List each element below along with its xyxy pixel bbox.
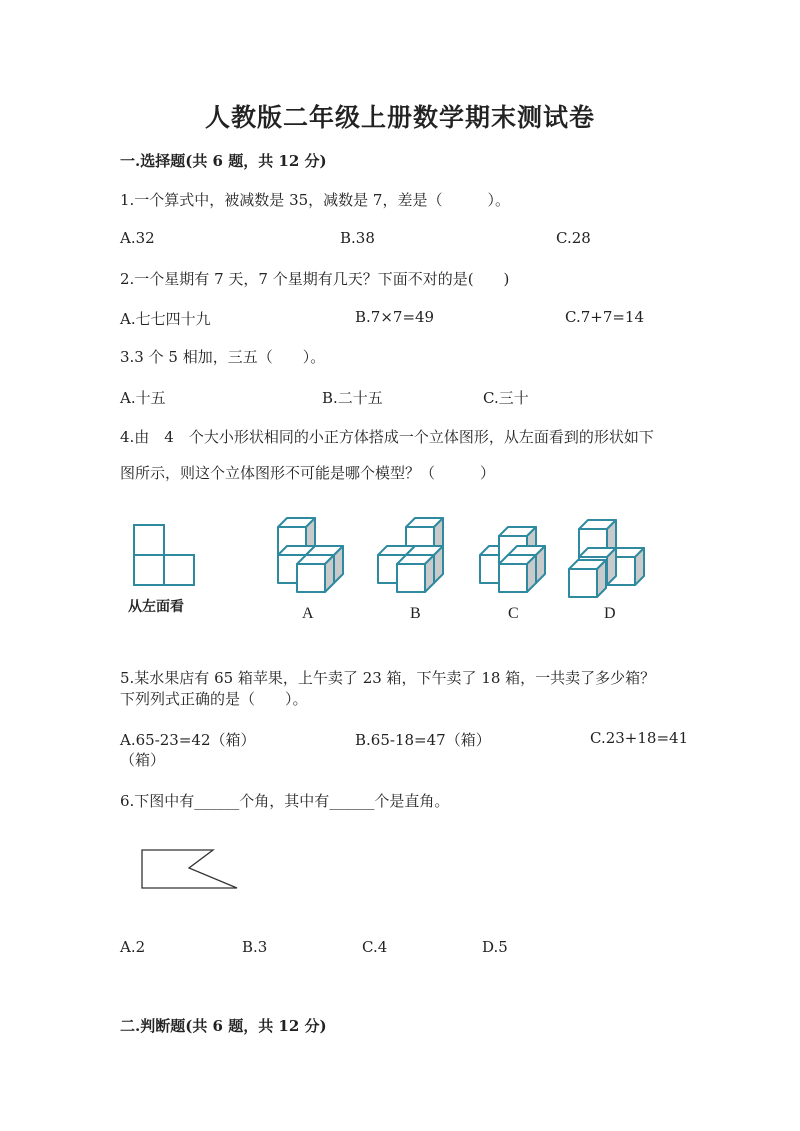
left-view-caption: 从左面看 <box>128 599 184 615</box>
model-b-label: B <box>410 605 421 622</box>
q3-option-a: A.十五 <box>120 389 166 407</box>
q5-option-a-wrap: （箱） <box>120 751 166 769</box>
q6-option-b: B.3 <box>242 938 268 956</box>
question-4-line-2: 图所示，则这个立体图形不可能是哪个模型？（ ） <box>120 464 496 482</box>
model-d-label: D <box>604 605 616 622</box>
q6-option-a: A.2 <box>120 938 146 956</box>
page-title: 人教版二年级上册数学期末测试卷 <box>204 103 595 132</box>
q1-option-b: B.38 <box>340 229 375 247</box>
question-1: 1.一个算式中，被减数是 35，减数是 7，差是（ ）。 <box>120 191 510 209</box>
q1-option-c: C.28 <box>556 229 591 247</box>
question-4-line-1: 4.由 4 个大小形状相同的小正方体搭成一个立体图形，从左面看到的形状如下 <box>120 428 654 446</box>
question-5-line-2: 下列列式正确的是（ ）。 <box>120 690 308 708</box>
section-1-heading: 一.选择题(共 6 题，共 12 分) <box>120 152 327 170</box>
section-2-heading: 二.判断题(共 6 题，共 12 分) <box>120 1017 327 1035</box>
q5-option-a: A.65-23=42（箱） <box>120 731 256 749</box>
q3-option-c: C.三十 <box>483 389 529 407</box>
model-c-label: C <box>508 605 519 622</box>
q1-option-a: A.32 <box>120 229 155 247</box>
question-3: 3.3 个 5 相加，三五（ ）。 <box>120 348 326 366</box>
question-2: 2.一个星期有 7 天，7 个星期有几天？下面不对的是( ) <box>120 270 510 288</box>
question-6: 6.下图中有______个角，其中有______个是直角。 <box>120 792 450 810</box>
q2-option-b: B.7×7=49 <box>355 308 435 326</box>
q5-option-b: B.65-18=47（箱） <box>355 731 491 749</box>
q2-option-a: A.七七四十九 <box>120 310 211 328</box>
q3-option-b: B.二十五 <box>322 389 383 407</box>
q2-option-c: C.7+7=14 <box>565 308 645 326</box>
q6-option-c: C.4 <box>362 938 388 956</box>
q6-shape <box>142 850 237 888</box>
question-5-line-1: 5.某水果店有 65 箱苹果，上午卖了 23 箱，下午卖了 18 箱，一共卖了多少箱？ <box>120 669 656 687</box>
model-a-label: A <box>302 605 314 622</box>
q6-option-d: D.5 <box>482 938 508 956</box>
q5-option-c: C.23+18=41 <box>590 729 689 747</box>
